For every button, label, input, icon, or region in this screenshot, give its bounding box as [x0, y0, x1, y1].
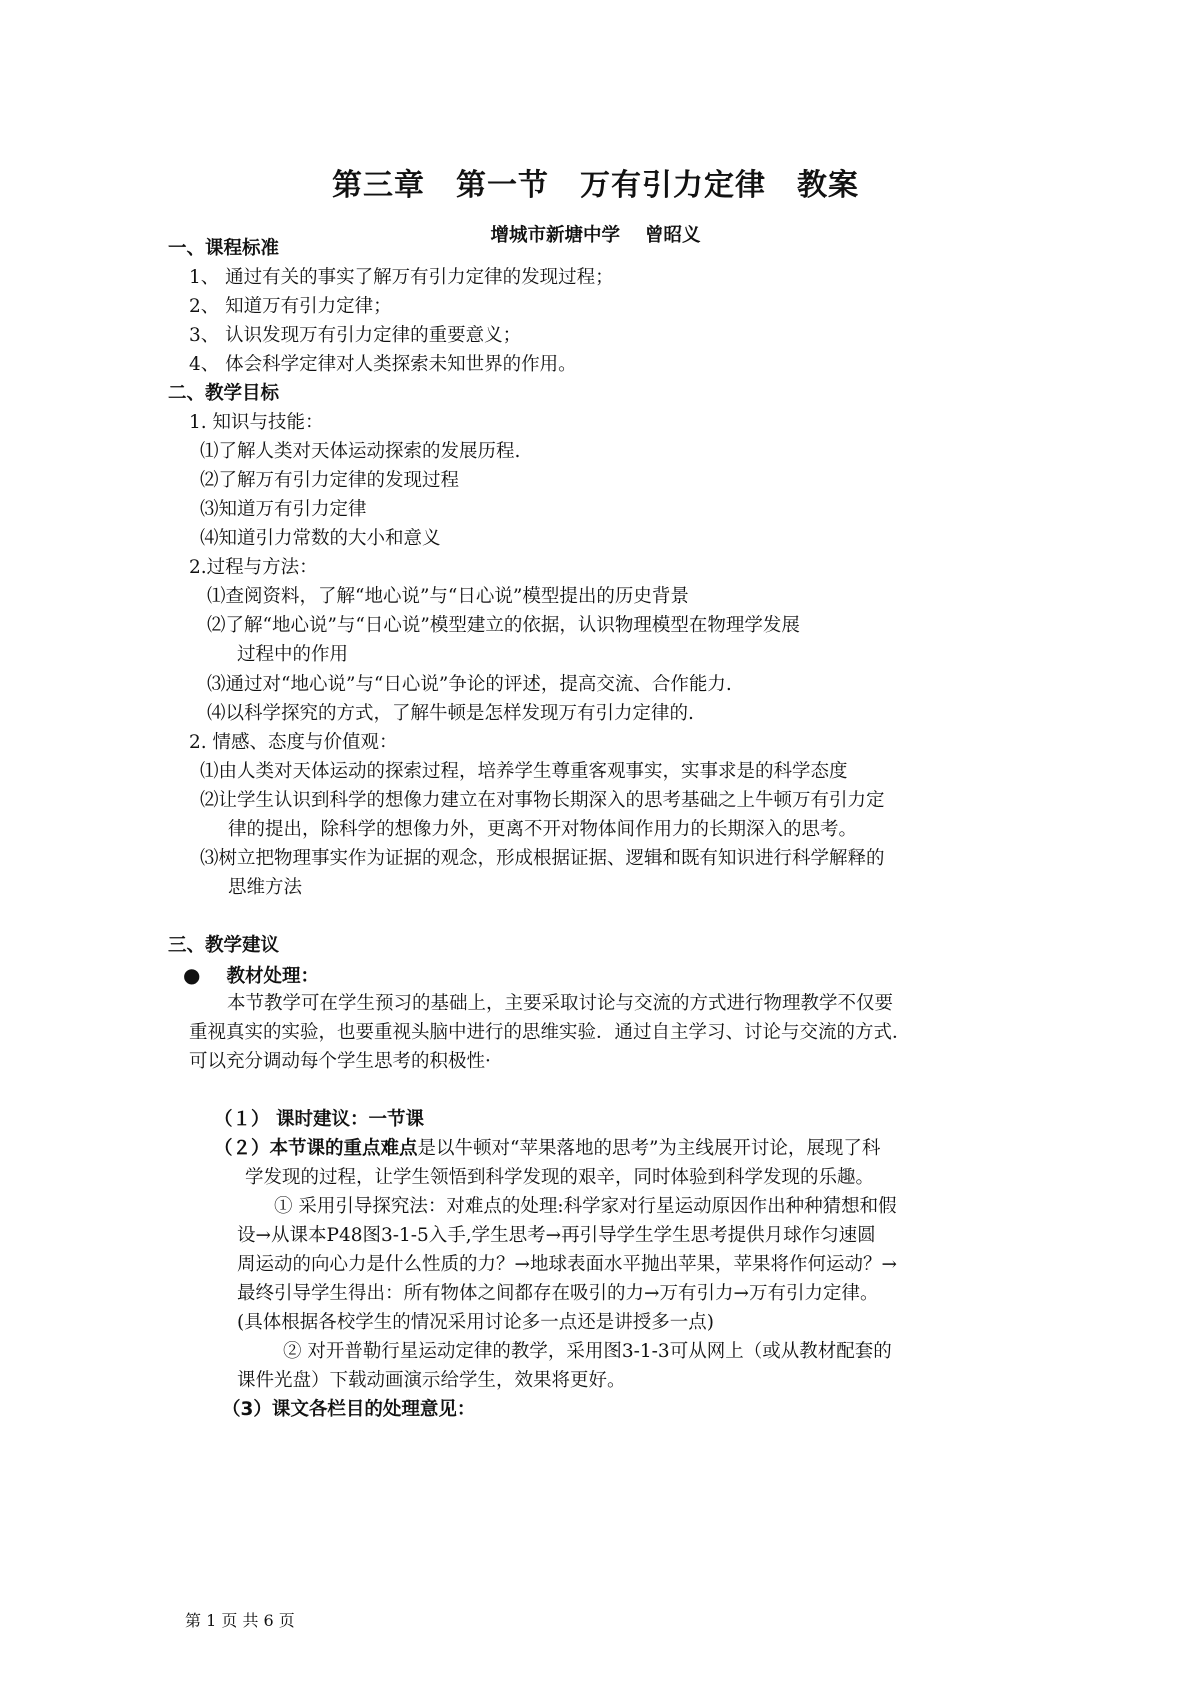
process-item: ⑵了解“地心说”与“日心说”模型建立的依据，认识物理模型在物理学发展 — [207, 615, 800, 636]
section-heading-2: 二、教学目标 — [168, 383, 280, 404]
subheading-process: 2.过程与方法： — [189, 557, 318, 578]
item-key-points — [214, 1136, 880, 1162]
process-item: ⑶通过对“地心说”与“日心说”争论的评述，提高交流、合作能力. — [207, 674, 732, 695]
page-title: 第三章 第一节 万有引力定律 教案 — [332, 168, 859, 203]
objective-item: ⑵了解万有引力定律的发现过程 — [200, 470, 460, 491]
objective-item: ⑶知道万有引力定律 — [200, 499, 367, 520]
author-line: 增城市新塘中学 曾昭义 — [490, 225, 701, 246]
attitude-item-continued: 律的提出，除科学的想像力外，更离不开对物体间作用力的长期深入的思考。 — [228, 819, 858, 840]
section-heading-3: 三、教学建议 — [168, 935, 280, 956]
attitude-item-continued: 思维方法 — [228, 877, 303, 898]
paragraph-line: 重视真实的实验，也要重视头脑中进行的思维实验．通过自主学习、讨论与交流的方式． — [189, 1022, 911, 1043]
attitude-item: ⑶树立把物理事实作为证据的观念，形成根据证据、逻辑和既有知识进行科学解释的 — [200, 848, 885, 869]
paragraph-line: 周运动的向心力是什么性质的力？→地球表面水平抛出苹果，苹果将作何运动？→ — [237, 1254, 898, 1275]
attitude-item: ⑵让学生认识到科学的想像力建立在对事物长期深入的思考基础之上牛顿万有引力定 — [200, 790, 885, 811]
paragraph-line: 可以充分调动每个学生思考的积极性· — [189, 1051, 491, 1072]
paragraph-line: (具体根据各校学生的情况采用讨论多一点还是讲授多一点) — [237, 1312, 714, 1333]
paragraph-line: 设→从课本P48图3-1-5入手,学生思考→再引导学生学生思考提供月球作匀速圆 — [237, 1225, 876, 1246]
standard-item: 1、 通过有关的事实了解万有引力定律的发现过程； — [189, 267, 614, 288]
item-class-hours: （１） 课时建议：一节课 — [214, 1109, 424, 1130]
item-column-handling: （3）课文各栏目的处理意见： — [222, 1399, 476, 1420]
bullet-icon: ● — [183, 963, 201, 987]
standard-item: 3、 认识发现万有引力定律的重要意义； — [189, 325, 522, 346]
bullet-material — [183, 962, 319, 990]
process-item: ⑷以科学探究的方式，了解牛顿是怎样发现万有引力定律的. — [207, 703, 694, 724]
objective-item: ⑴了解人类对天体运动探索的发展历程. — [200, 441, 521, 462]
paragraph-line: 学发现的过程，让学生领悟到科学发现的艰辛，同时体验到科学发现的乐趣。 — [245, 1167, 875, 1188]
subheading-knowledge: 1. 知识与技能： — [189, 412, 324, 433]
bullet-label: 教材处理： — [226, 966, 319, 987]
key-points-text: 是以牛顿对“苹果落地的思考”为主线展开讨论，展现了科 — [417, 1138, 881, 1159]
paragraph-line: 本节教学可在学生预习的基础上，主要采取讨论与交流的方式进行物理教学不仅要 — [227, 993, 894, 1014]
page-number-footer: 第 1 页 共 6 页 — [185, 1611, 295, 1630]
method-1-line: ① 采用引导探究法：对难点的处理:科学家对行星运动原因作出种种猜想和假 — [274, 1196, 897, 1217]
standard-item: 4、 体会科学定律对人类探索未知世界的作用。 — [189, 354, 577, 375]
paragraph-line: 最终引导学生得出：所有物体之间都存在吸引的力→万有引力→万有引力定律。 — [237, 1283, 879, 1304]
key-points-label: （２）本节课的重点难点 — [214, 1138, 418, 1159]
method-2-line: ② 对开普勒行星运动定律的教学，采用图3-1-3可从网上（或从教材配套的 — [283, 1341, 892, 1362]
process-item-continued: 过程中的作用 — [237, 644, 349, 665]
paragraph-line: 课件光盘）下载动画演示给学生，效果将更好。 — [237, 1370, 626, 1391]
attitude-item: ⑴由人类对天体运动的探索过程，培养学生尊重客观事实，实事求是的科学态度 — [200, 761, 848, 782]
process-item: ⑴查阅资料，了解“地心说”与“日心说”模型提出的历史背景 — [207, 586, 689, 607]
subheading-attitude: 2. 情感、态度与价值观： — [189, 732, 398, 753]
objective-item: ⑷知道引力常数的大小和意义 — [200, 528, 441, 549]
standard-item: 2、 知道万有引力定律； — [189, 296, 392, 317]
section-heading-1: 一、课程标准 — [168, 238, 280, 259]
